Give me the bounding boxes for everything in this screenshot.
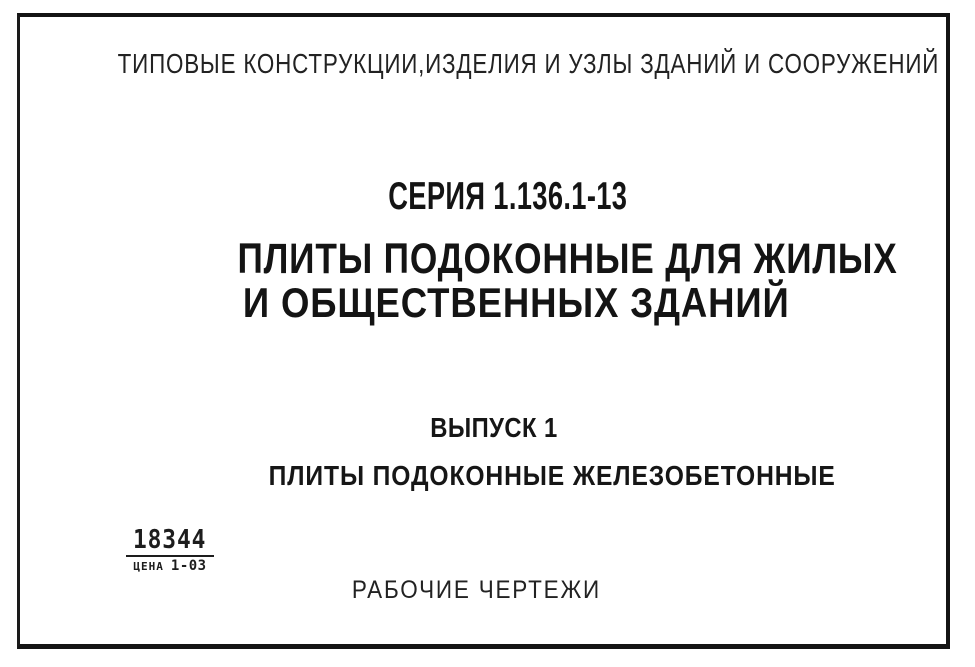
series-title — [308, 177, 708, 216]
main-title-line1 — [165, 235, 898, 283]
series-title-text: СЕРИЯ 1.136.1-13 — [388, 175, 628, 218]
subtitle-text: ПЛИТЫ ПОДОКОННЫЕ ЖЕЛЕЗОБЕТОННЫЕ — [268, 460, 836, 491]
stamp-price-label: ЦЕНА — [133, 560, 164, 573]
header-line-text: ТИПОВЫЕ КОНСТРУКЦИИ,ИЗДЕЛИЯ И УЗЛЫ ЗДАНИЙ И СООРУЖЕНИЙ — [117, 48, 940, 79]
main-title-line2-text: И ОБЩЕСТВЕННЫХ ЗДАНИЙ — [242, 279, 790, 326]
header-line — [15, 48, 940, 79]
stamp-price-value: 1-03 — [170, 558, 207, 574]
price-stamp — [120, 527, 220, 573]
stamp-price — [120, 559, 220, 573]
stamp-number: 18344 — [133, 525, 207, 555]
issue-label — [394, 414, 594, 442]
main-title-line2 — [166, 279, 866, 326]
subtitle — [230, 460, 836, 491]
main-title-line1-text: ПЛИТЫ ПОДОКОННЫЕ ДЛЯ ЖИЛЫХ — [237, 235, 898, 283]
stamp-divider — [126, 555, 214, 557]
issue-label-text: ВЫПУСК 1 — [430, 412, 558, 443]
footer-label-text: РАБОЧИЕ ЧЕРТЕЖИ — [351, 576, 601, 604]
footer-label — [326, 578, 626, 603]
